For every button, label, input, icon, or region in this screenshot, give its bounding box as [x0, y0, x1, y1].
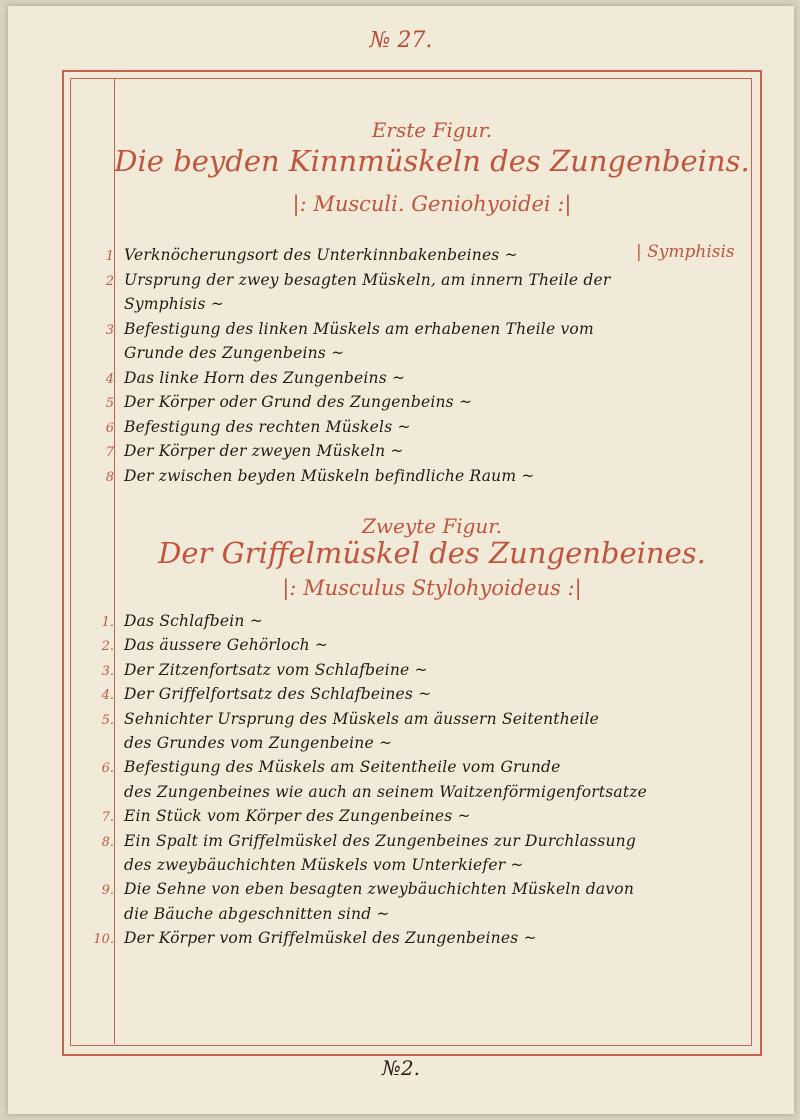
legend-item-number: 3: [105, 322, 114, 338]
legend-item-number: 2.: [101, 639, 114, 655]
legend-item-number: 3.: [101, 663, 114, 679]
legend-item-number: 5: [105, 396, 114, 411]
legend-item-text: Die Sehne von eben besagten zweybäuchichten Müskeln davon: [124, 880, 635, 899]
legend-item-text: Sehnichter Ursprung des Müskels am äussern Seitentheile: [124, 709, 599, 728]
legend-item-text: Der Körper oder Grund des Zungenbeins ~: [124, 393, 473, 411]
figure2-latin-name: |: Musculus Stylohyoideus :|: [282, 576, 582, 600]
figure1-label: Erste Figur.: [371, 118, 493, 142]
legend-item-text: Ursprung der zwey besagten Müskeln, am innern Theile der: [124, 270, 611, 289]
manuscript-sheet: [8, 6, 794, 1114]
legend-item-number: 10.: [93, 932, 114, 948]
legend-item-text: Grunde des Zungenbeins ~: [124, 344, 345, 362]
figure1-side-note: | Symphisis: [636, 242, 735, 262]
sheet-number: № 27.: [369, 28, 433, 53]
legend-item-number: 1: [105, 249, 114, 264]
legend-item-number: 4.: [101, 688, 114, 704]
figure1-title: Die beyden Kinnmüskeln des Zungenbeins.: [114, 144, 750, 178]
legend-item-number: 8: [105, 469, 114, 485]
figure2-label: Zweyte Figur.: [361, 514, 503, 538]
legend-item-text: Befestigung des Müskels am Seitentheile vom Grunde: [124, 758, 561, 777]
legend-item-text: Das Schlafbein ~: [124, 612, 263, 630]
legend-item-text: des Grundes vom Zungenbeine ~: [124, 734, 393, 752]
legend-item-number: 4: [105, 371, 114, 387]
legend-item-text: Ein Spalt im Griffelmüskel des Zungenbeines zur Durchlassung: [124, 831, 636, 850]
legend-item-text: Der zwischen beyden Müskeln befindliche Raum ~: [124, 466, 535, 485]
legend-item-text: Der Körper der zweyen Müskeln ~: [124, 442, 404, 460]
legend-item-text: Verknöcherungsort des Unterkinnbakenbeines ~: [124, 246, 518, 264]
legend-item-number: 5.: [101, 712, 114, 728]
figure2-title: Der Griffelmüskel des Zungenbeines.: [158, 536, 706, 570]
legend-item-text: die Bäuche abgeschnitten sind ~: [124, 904, 390, 923]
legend-item-text: Symphisis ~: [124, 295, 224, 313]
legend-item-number: 9.: [101, 883, 114, 899]
legend-item-text: Ein Stück vom Körper des Zungenbeines ~: [124, 807, 471, 826]
legend-item-text: Das äussere Gehörloch ~: [124, 636, 329, 655]
legend-item-number: 1.: [101, 615, 114, 630]
legend-item-number: 8.: [101, 834, 114, 850]
legend-item-text: Der Zitzenfortsatz vom Schlafbeine ~: [124, 660, 428, 679]
legend-item-number: 2: [105, 273, 114, 289]
legend-item-number: 6: [105, 420, 114, 436]
legend-item-text: Befestigung des rechten Müskels ~: [124, 417, 411, 436]
legend-item-number: 7.: [101, 810, 114, 826]
legend-item-text: Der Körper vom Griffelmüskel des Zungenbeines ~: [124, 929, 537, 948]
legend-item-number: 6.: [101, 761, 114, 777]
legend-item-text: des zweybäuchichten Müskels vom Unterkiefer ~: [124, 856, 524, 874]
footer-number: №2.: [381, 1056, 420, 1080]
legend-item-text: des Zungenbeines wie auch an seinem Waitzenförmigenfortsatze: [124, 782, 648, 801]
legend-item-text: Befestigung des linken Müskels am erhabenen Theile vom: [124, 319, 594, 338]
legend-item-number: 7: [105, 445, 114, 460]
legend-item-text: Der Griffelfortsatz des Schlafbeines ~: [124, 685, 432, 704]
legend-item-text: Das linke Horn des Zungenbeins ~: [124, 368, 406, 387]
figure1-latin-name: |: Musculi. Geniohyoidei :|: [292, 192, 572, 216]
